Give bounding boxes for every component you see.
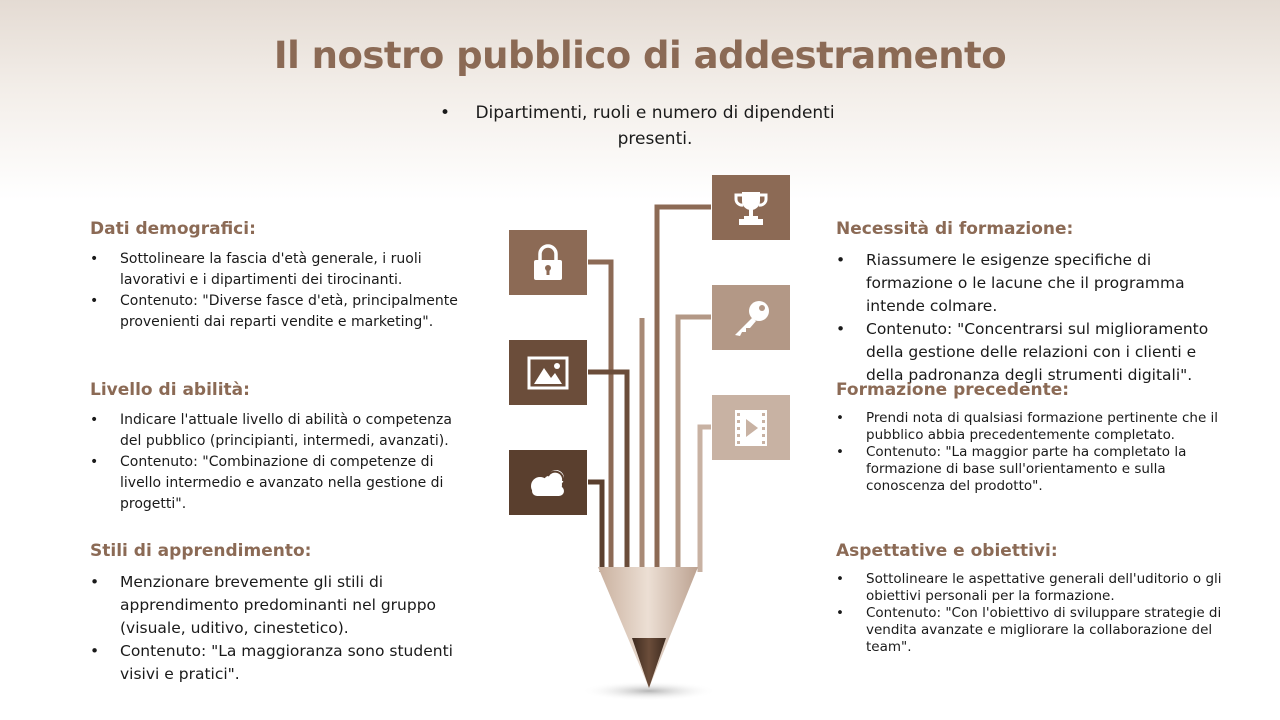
image-icon <box>527 356 569 390</box>
connector-line <box>588 372 627 572</box>
list-item: • Prendi nota di qualsiasi formazione pertinente che il pubblico abbia precedentemente completato. <box>836 410 1219 443</box>
cloud-box <box>509 450 587 515</box>
key-box <box>712 285 790 350</box>
list-item: • Contenuto: "Combinazione di competenze di livello intermedio e avanzato nella gestione di progetti". <box>90 454 444 512</box>
trophy-icon <box>731 188 771 228</box>
connector-line <box>700 427 711 572</box>
list-item: • Sottolineare la fascia d'età generale, i ruoli lavorativi e i dipartimenti dei tirocinanti. <box>90 251 422 288</box>
section-heading: Dati demografici: <box>90 219 256 239</box>
video-box <box>712 395 790 460</box>
list-item: • Riassumere le esigenze specifiche di formazione o le lacune che il programma intende colmare. <box>836 251 1185 315</box>
bullet: • <box>440 103 451 123</box>
list-item: • Contenuto: "La maggior parte ha completato la formazione di base sull'orientamento e sulla conoscenza del prodotto". <box>836 444 1187 494</box>
section-heading: Necessità di formazione: <box>836 219 1074 239</box>
section-heading: Livello di abilità: <box>90 380 250 400</box>
lock-box <box>509 230 587 295</box>
list-item: • Contenuto: "Diverse fasce d'età, principalmente provenienti dai reparti vendite e marketing". <box>90 293 458 330</box>
image-box <box>509 340 587 405</box>
list-item: • Contenuto: "Concentrarsi sul miglioramento della gestione delle relazioni con i clienti e della padronanza degli strumenti digitali". <box>836 320 1209 384</box>
subtitle-text: Dipartimenti, ruoli e numero di dipendenti presenti. <box>475 103 835 149</box>
key-icon <box>729 298 773 338</box>
connector-line <box>588 482 602 572</box>
page-title: Il nostro pubblico di addestramento <box>273 34 1007 77</box>
list-item: • Menzionare brevemente gli stili di apprendimento predominanti nel gruppo (visuale, uditivo, cinestetico). <box>90 573 437 637</box>
section-heading: Formazione precedente: <box>836 380 1070 400</box>
section-heading: Stili di apprendimento: <box>90 541 312 561</box>
video-icon <box>732 408 770 448</box>
section-heading: Aspettative e obiettivi: <box>836 541 1058 561</box>
pencil-tip <box>632 638 666 688</box>
lock-icon <box>530 243 566 283</box>
connector-line <box>678 317 711 572</box>
connector-line <box>657 207 711 572</box>
cloud-icon <box>526 466 570 500</box>
trophy-box <box>712 175 790 240</box>
list-item: • Contenuto: "Con l'obiettivo di sviluppare strategie di vendita avanzate e migliorare la collaborazione del team". <box>836 605 1222 655</box>
list-item: • Contenuto: "La maggioranza sono studenti visivi e pratici". <box>90 642 453 683</box>
list-item: • Sottolineare le aspettative generali dell'uditorio o gli obiettivi personali per la formazione. <box>836 571 1222 604</box>
list-item: • Indicare l'attuale livello di abilità o competenza del pubblico (principianti, intermedi, avanzati). <box>90 412 452 449</box>
